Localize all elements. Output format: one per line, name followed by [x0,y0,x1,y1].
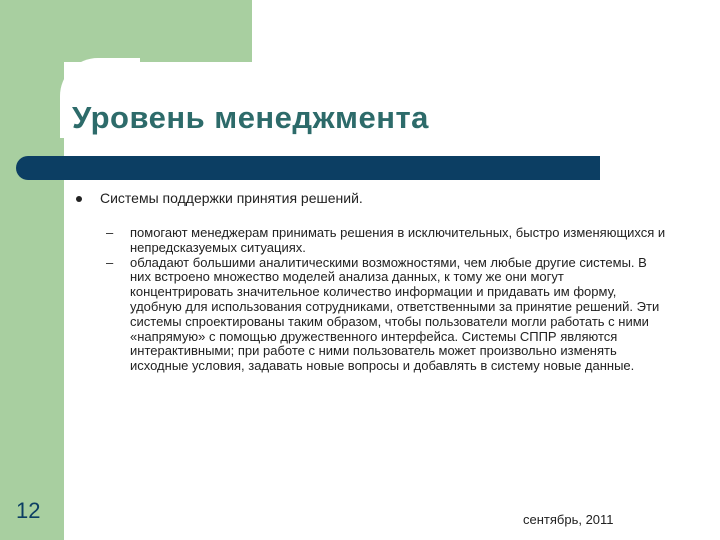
bullet-dot-icon [76,196,82,202]
sub-bullet-item [106,256,666,374]
dash-marker: – [106,225,114,240]
sub-bullet-list [106,226,666,374]
title-underline-bar [16,156,600,180]
footer-date: сентябрь, 2011 [523,512,614,527]
sub-bullet-text: помогают менеджерам принимать решения в исключительных, быстро изменяющихся и непредсказуемых ситуациях. [130,225,666,255]
slide-title: Уровень менеджмента [72,100,429,135]
slide-number: 12 [16,498,41,523]
sub-bullet-item [106,226,666,256]
decorative-green-band [0,0,64,540]
sub-bullet-text: обладают большими аналитическими возможностями, чем любые другие системы. В них встроено множество моделей анализа данных, к тому же они могут концентрировать значительное количество информации и придавать им форму, удобную для использования сотрудниками, ответственными за принятие решений. Эти системы спроектированы таким образом, чтобы пользователи могли работать с ними «напрямую» с помощью дружественного интерфейса. Системы СППР являются интерактивными; при работе с ними пользователь может произвольно изменять исходные условия, задавать новые вопросы и добавлять в систему новые данные. [130,254,660,374]
dash-marker: – [106,254,114,270]
decorative-green-corner [0,0,252,62]
main-bullet-text: Системы поддержки принятия решений. [100,190,363,206]
